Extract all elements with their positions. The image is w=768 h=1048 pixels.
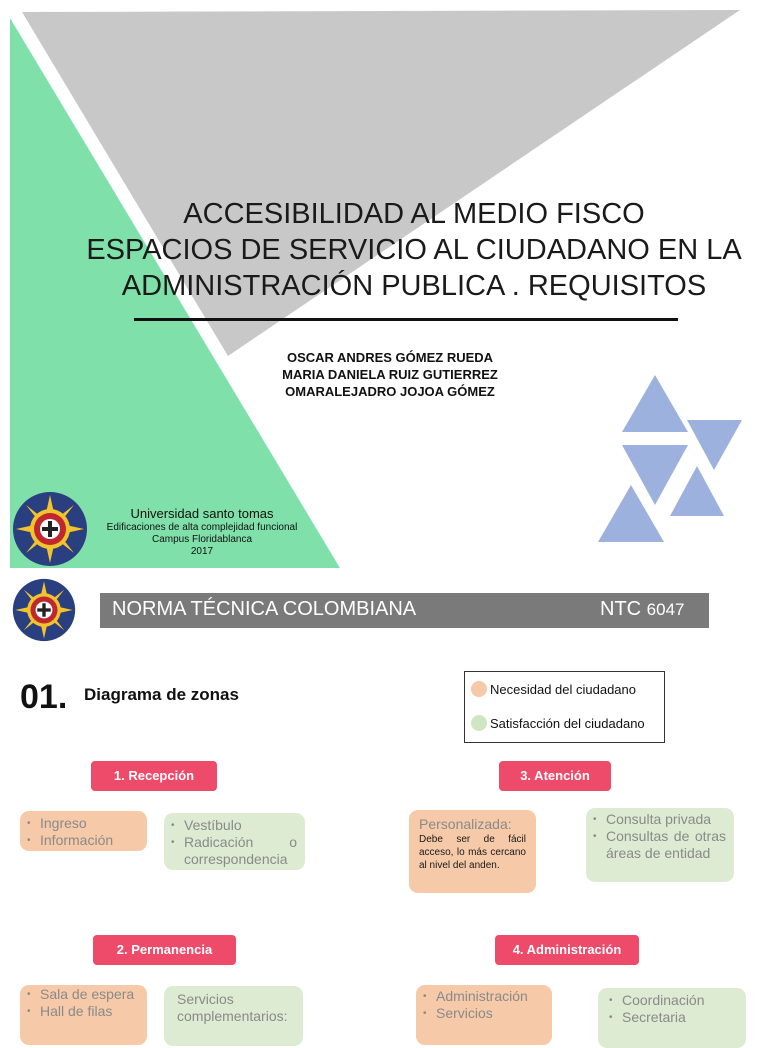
cover-title-line: ACCESIBILIDAD AL MEDIO FISCO — [183, 198, 645, 230]
zone-label-reception: 1. Recepción — [91, 761, 217, 791]
permanence-satisfaction-box — [164, 986, 303, 1046]
norm-banner — [100, 593, 709, 628]
list-item: • Administración — [416, 988, 552, 1005]
permanence-needs-box — [20, 985, 147, 1045]
cover-title — [20, 196, 768, 304]
legend-item-satisfaction — [471, 715, 645, 731]
list-item: • Servicios — [416, 1005, 552, 1022]
list-item: • Ingreso — [20, 815, 147, 832]
author-name: MARIA DANIELA RUIZ GUTIERREZ — [282, 367, 498, 382]
list-item: • Consultas de otras áreas de entidad — [586, 828, 726, 862]
university-year: 2017 — [190, 546, 214, 557]
green-dot-icon — [471, 715, 487, 731]
author-name: OMARALEJADRO JOJOA GÓMEZ — [285, 384, 495, 399]
list-item: • Coordinación — [602, 992, 746, 1009]
university-seal-icon — [12, 578, 76, 642]
banner-code — [600, 598, 685, 621]
legend-label: Satisfacción del ciudadano — [490, 715, 645, 731]
zone-label-attention: 3. Atención — [499, 761, 611, 791]
attention-satisfaction-box — [586, 808, 734, 882]
list-item: • Sala de espera — [20, 986, 139, 1003]
list-item: • Hall de filas — [20, 1003, 139, 1020]
banner-code-number: 6047 — [646, 600, 685, 619]
legend-item-need — [471, 681, 636, 697]
attention-need-box — [409, 810, 536, 893]
list-item: • Secretaria — [602, 1009, 746, 1026]
cover-title-line: ADMINISTRACIÓN PUBLICA . REQUISITOS — [121, 270, 707, 302]
zone-label-administration: 4. Administración — [495, 935, 639, 965]
list-item: • Vestíbulo — [164, 817, 297, 834]
section-title: Diagrama de zonas — [84, 685, 239, 704]
authors-list — [190, 349, 590, 400]
list-item: • Radicación o correspondencia — [164, 834, 297, 868]
university-seal-icon — [12, 491, 88, 567]
list-item: • Información — [20, 832, 147, 849]
legend-label: Necesidad del ciudadano — [490, 681, 636, 697]
administration-needs-box — [416, 985, 552, 1045]
banner-title: NORMA TÉCNICA COLOMBIANA — [112, 598, 417, 620]
reception-satisfaction-box — [164, 813, 305, 870]
banner-code-prefix: NTC — [600, 598, 642, 620]
attention-need-text: Debe ser de fácil acceso, lo más cercano al nivel del anden. — [419, 834, 526, 871]
administration-satisfaction-box — [598, 988, 746, 1048]
section-number: 01. — [20, 678, 68, 716]
reception-needs-box — [20, 811, 147, 851]
university-campus: Campus Floridablanca — [151, 534, 253, 545]
zone-label-permanence: 2. Permanencia — [93, 935, 236, 965]
star-triangles-icon — [598, 375, 742, 542]
legend — [464, 671, 665, 743]
author-name: OSCAR ANDRES GÓMEZ RUEDA — [286, 350, 494, 365]
permanence-satisfaction-title: Servicios complementarios: — [177, 991, 288, 1024]
orange-dot-icon — [471, 681, 487, 697]
title-divider — [134, 318, 678, 321]
list-item: • Consulta privada — [586, 811, 726, 828]
university-info — [92, 506, 312, 558]
cover-title-line: ESPACIOS DE SERVICIO AL CIUDADANO EN LA — [86, 234, 742, 266]
university-name: Universidad santo tomas — [130, 506, 274, 521]
university-faculty: Edificaciones de alta complejidad funcional — [106, 522, 298, 533]
attention-need-title: Personalizada: — [419, 816, 512, 832]
